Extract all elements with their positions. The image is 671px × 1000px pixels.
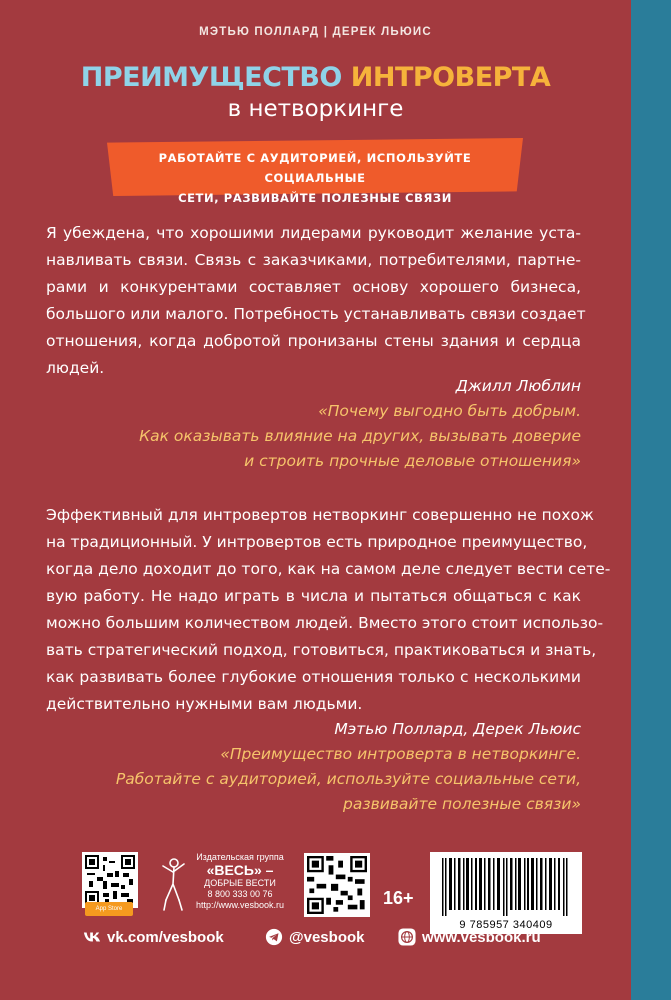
blurb-2-line: на традиционный. У интровертов есть природное преимущество, (46, 533, 588, 551)
blurb-1-line: людей. (46, 359, 105, 377)
telegram-icon (265, 928, 283, 946)
blurb-1-work-line: Как оказывать влияние на других, вызывать доверие (139, 427, 581, 445)
authors-line: МЭТЬЮ ПОЛЛАРД | ДЕРЕК ЛЬЮИС (199, 26, 432, 38)
book-subtitle: в нетворкинге (227, 96, 404, 122)
blurb-2-work-line: «Преимущество интроверта в нетворкинге. (220, 745, 581, 763)
social-vk[interactable] (83, 926, 224, 948)
age-rating: 16+ (383, 888, 414, 908)
isbn-number: 9 785957 340409 (459, 919, 553, 931)
blurb-1-work-line: и строить прочные деловые отношения» (244, 452, 581, 470)
banner-line-2: СЕТИ, РАЗВИВАЙТЕ ПОЛЕЗНЫЕ СВЯЗИ (178, 191, 452, 205)
blurb-2-line: когда дело доходит до того, как на самом деле следует вести сете- (46, 560, 611, 578)
blurb-1-line: отношения, когда добротой пронизаны стены здания и сердца (46, 332, 581, 350)
publisher-phone: 8 800 333 00 76 (207, 889, 273, 899)
banner-text (107, 148, 523, 208)
blurb-2-line: вать стратегический подход, готовиться, практиковаться и знать, (46, 641, 597, 659)
social-website[interactable] (398, 926, 541, 948)
publisher-logo-icon (158, 856, 188, 914)
blurb-2-work-line: Работайте с аудиторией, используйте социальные сети, (115, 770, 581, 788)
banner-line-1: РАБОТАЙТЕ С АУДИТОРИЕЙ, ИСПОЛЬЗУЙТЕ СОЦИАЛЬНЫЕ (158, 151, 472, 185)
blurb-1-text (46, 220, 586, 382)
blurb-1-line: большого или малого. Потребность устанавливать связи создает (46, 305, 586, 323)
blurb-2-work-line: развивайте полезные связи» (343, 795, 581, 813)
blurb-2-text (46, 502, 611, 718)
title-word-2: ИНТРОВЕРТА (350, 62, 551, 93)
blurb-1-work-line: «Почему выгодно быть добрым. (318, 402, 581, 420)
blurb-2-author: Мэтью Поллард, Дерек Льюис (334, 720, 581, 738)
blurb-2-line: действительно нужными вам людьми. (46, 695, 363, 713)
app-qr-code (82, 852, 138, 908)
blurb-1-line: Я убеждена, что хорошими лидерами руководит желание уста- (46, 224, 581, 242)
book-spine (631, 0, 671, 1000)
blurb-1-author: Джилл Люблин (455, 377, 581, 395)
publisher-group-label: Издательская группа (196, 852, 284, 862)
publisher-name: «ВЕСЬ» – (206, 862, 274, 878)
globe-icon (398, 928, 416, 946)
blurb-1-attribution (61, 374, 581, 474)
social-telegram[interactable] (265, 926, 364, 948)
blurb-2-line: можно большим количеством людей. Вместо этого стоит использо- (46, 614, 604, 632)
publisher-info (190, 852, 290, 911)
telegram-link[interactable]: @vesbook (289, 928, 365, 946)
blurb-2-line: как развивать более глубокие отношения только с несколькими (46, 668, 581, 686)
blurb-2-line: Эффективный для интровертов нетворкинг совершенно не похож (46, 506, 594, 524)
blurb-1-line: рами и конкурентами составляет основу хорошего бизнеса, (46, 278, 581, 296)
book-title (0, 62, 631, 93)
publisher-url: http://www.vesbook.ru (195, 900, 285, 910)
blurb-1-line: навливать связи. Связь с заказчиками, потребителями, партне- (46, 251, 581, 269)
website-link[interactable]: www.vesbook.ru (422, 928, 541, 946)
vk-icon (83, 928, 101, 946)
website-qr-code (304, 853, 370, 917)
blurb-2-attribution (61, 717, 581, 817)
blurb-2-line: вую работу. Не надо играть в числа и пытаться общаться с как (46, 587, 581, 605)
title-word-1: ПРЕИМУЩЕСТВО (80, 62, 342, 93)
publisher-tagline: ДОБРЫЕ ВЕСТИ (204, 878, 276, 888)
vk-link[interactable]: vk.com/vesbook (107, 928, 224, 946)
app-store-badge[interactable] (85, 902, 133, 916)
app-store-label: App Store (95, 906, 123, 912)
